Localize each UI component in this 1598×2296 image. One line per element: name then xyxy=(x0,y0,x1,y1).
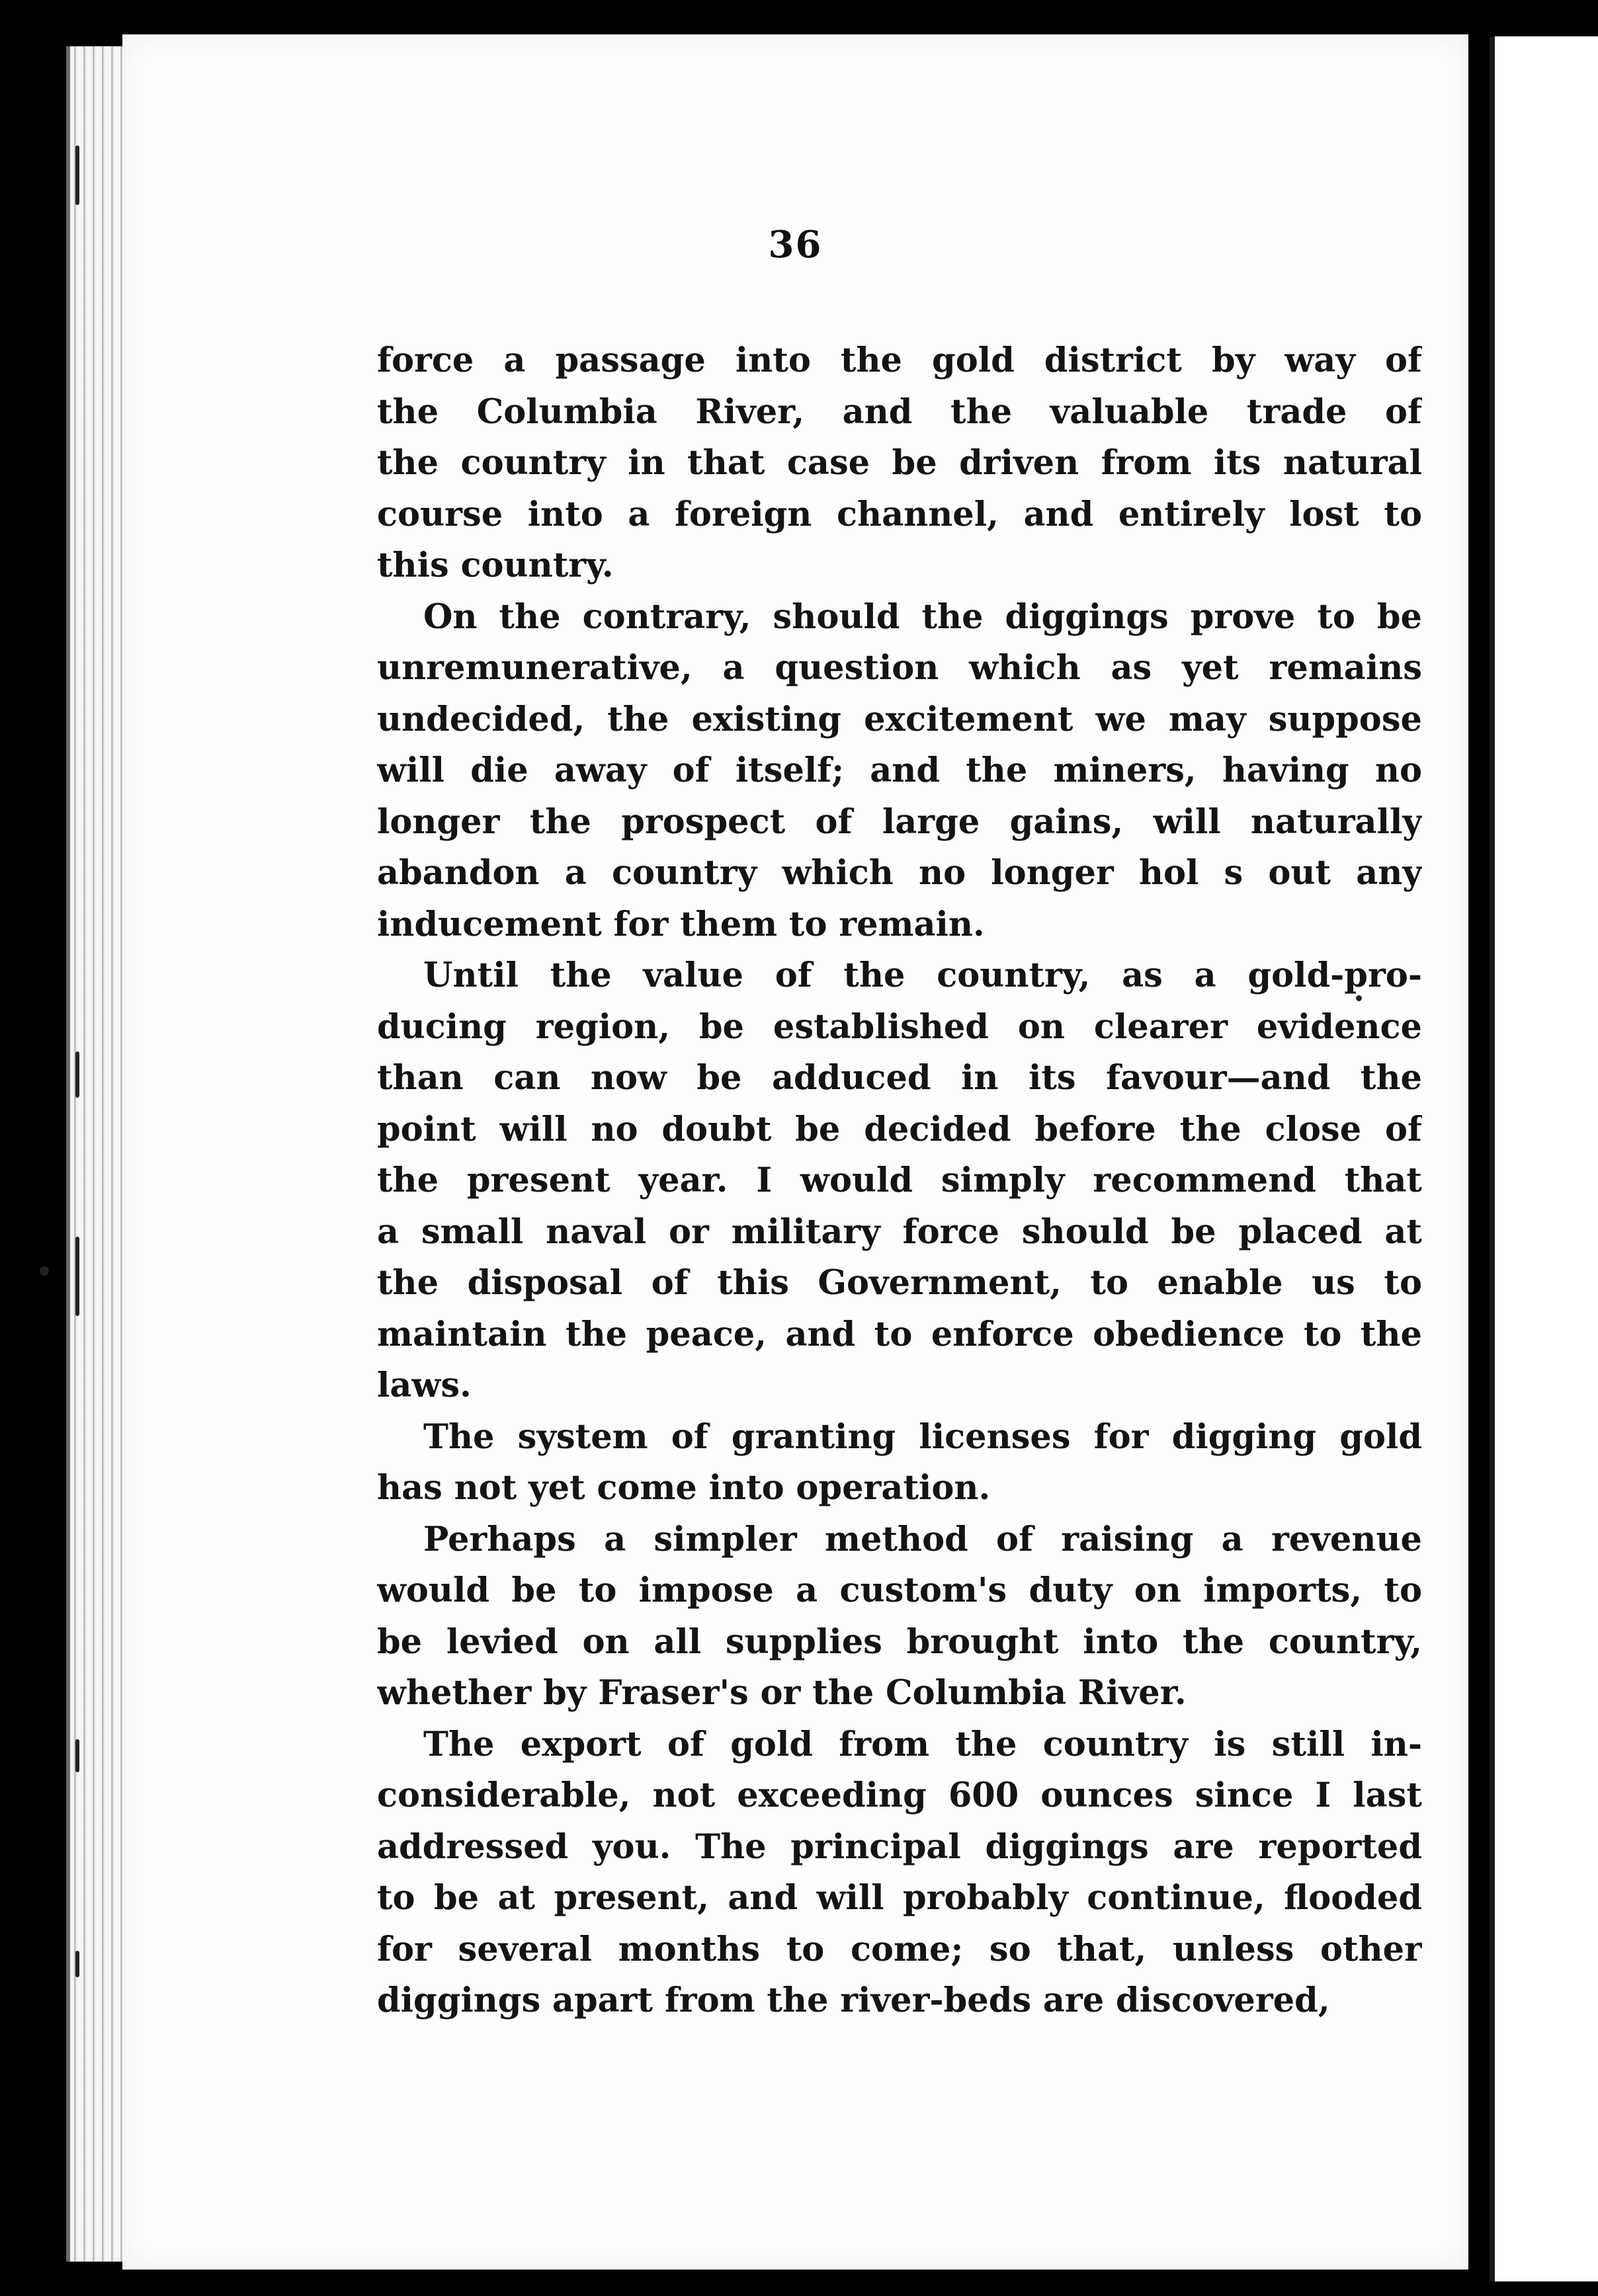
stray-mark xyxy=(40,1266,49,1276)
text-line: unremunerative, a question which as yet remains xyxy=(377,648,1422,688)
text-line: to be at present, and will probably continue, flooded xyxy=(377,1878,1422,1918)
body-text xyxy=(377,335,1422,2027)
page-number: 36 xyxy=(768,223,823,266)
text-line: undecided, the existing excitement we may suppose xyxy=(377,699,1422,739)
text-line: whether by Fraser's or the Columbia River. xyxy=(377,1673,1187,1713)
text-line: the country in that case be driven from its natural xyxy=(377,443,1422,483)
text-line: the Columbia River, and the valuable trade of xyxy=(377,391,1422,432)
text-line: the disposal of this Government, to enable us to xyxy=(377,1263,1422,1303)
edge-mark xyxy=(75,145,79,205)
text-line: addressed you. The principal diggings are reported xyxy=(377,1826,1422,1867)
text-line: force a passage into the gold district by way of xyxy=(377,341,1422,380)
text-line: a small naval or military force should be placed at xyxy=(377,1211,1422,1252)
text-line: will die away of itself; and the miners, having no xyxy=(377,751,1422,790)
text-line: longer the prospect of large gains, will naturally xyxy=(377,801,1422,842)
text-line: considerable, not exceeding 600 ounces since I last xyxy=(377,1776,1422,1815)
edge-mark xyxy=(75,1237,79,1316)
text-line: this country. xyxy=(377,546,614,585)
text-line: point will no doubt be decided before the close of xyxy=(377,1109,1422,1149)
text-line: laws. xyxy=(377,1366,472,1405)
text-line: be levied on all supplies brought into the country, xyxy=(377,1621,1422,1662)
edge-mark xyxy=(75,1051,79,1098)
text-line: for several months to come; so that, unless other xyxy=(377,1929,1422,1969)
book-page xyxy=(122,34,1468,2270)
text-line: would be to impose a custom's duty on imports, to xyxy=(377,1571,1422,1610)
page-edges xyxy=(66,46,130,2262)
text-line: inducement for them to remain. xyxy=(377,904,985,944)
text-line: the present year. I would simply recommend that xyxy=(377,1161,1422,1200)
text-line: Perhaps a simpler method of raising a revenue xyxy=(423,1519,1422,1559)
text-line: abandon a country which no longer hol s out any xyxy=(377,853,1422,893)
text-line: maintain the peace, and to enforce obedience to the xyxy=(377,1314,1422,1354)
text-line: ducing region, be established on clearer evidence xyxy=(377,1006,1422,1047)
stray-mark xyxy=(1356,995,1362,1001)
edge-mark xyxy=(75,1739,79,1772)
text-line: diggings apart from the river-beds are discovered, xyxy=(377,1981,1330,2020)
edge-mark xyxy=(75,1951,79,1977)
text-line: The export of gold from the country is still in- xyxy=(423,1724,1422,1764)
text-line: than can now be adduced in its favour—and the xyxy=(377,1058,1422,1098)
text-line: Until the value of the country, as a gold-pro- xyxy=(423,956,1422,995)
text-line: course into a foreign channel, and entirely lost to xyxy=(377,494,1422,534)
text-line: has not yet come into operation. xyxy=(377,1468,991,1508)
text-line: On the contrary, should the diggings prove to be xyxy=(423,596,1422,637)
facing-page xyxy=(1490,36,1598,2281)
text-line: The system of granting licenses for digging gold xyxy=(423,1416,1422,1457)
